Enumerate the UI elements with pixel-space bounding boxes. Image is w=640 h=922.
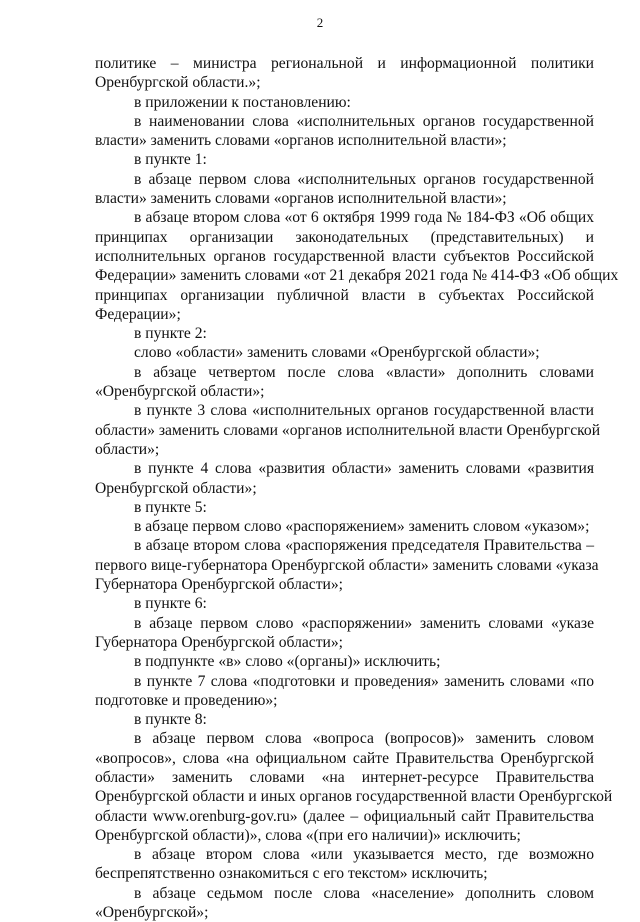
- text-line: в абзаце седьмом после слова «население» дополнить словом: [134, 884, 594, 902]
- text-line: подготовке и проведению»;: [95, 691, 278, 709]
- text-line: области» заменить словами «органов исполнительной власти Оренбургской: [95, 421, 601, 439]
- text-line: Оренбургской области»;: [95, 479, 257, 497]
- text-line: в пункте 7 слова «подготовки и проведения» заменить словами «по: [134, 672, 594, 690]
- text-line: «вопросов», слова «на официальном сайте Правительства Оренбургской: [95, 749, 594, 767]
- text-line: в пункте 1:: [134, 151, 207, 169]
- text-line: «Оренбургской области»;: [95, 383, 265, 401]
- text-line: в пункте 4 слова «развития области» заменить словами «развития: [134, 460, 594, 478]
- text-line: слово «области» заменить словами «Оренбургской области»;: [134, 344, 540, 362]
- text-line: в пункте 3 слова «исполнительных органов государственной власти: [134, 402, 594, 420]
- text-line: Федерации» заменить словами «от 21 декабря 2021 года № 414-ФЗ «Об общих: [95, 267, 619, 285]
- text-line: Федерации»;: [95, 305, 181, 323]
- text-line: в пункте 2:: [134, 325, 207, 343]
- page-number: 2: [316, 15, 324, 30]
- text-line: области» заменить словами «на интернет-ресурсе Правительства: [95, 768, 594, 786]
- text-line: в абзаце втором слова «распоряжения председателя Правительства –: [134, 537, 594, 555]
- text-line: в абзаце первом слова «исполнительных органов государственной: [134, 170, 594, 188]
- text-line: в абзаце первом слово «распоряжении» заменить словами «указе: [134, 614, 594, 632]
- text-line: в абзаце втором слова «от 6 октября 1999 года № 184-ФЗ «Об общих: [134, 209, 594, 227]
- text-line: в наименовании слова «исполнительных органов государственной: [134, 112, 594, 130]
- document-body: [95, 54, 619, 922]
- text-line: власти» заменить словами «органов исполнительной власти»;: [95, 190, 507, 208]
- text-line: Оренбургской области.»;: [95, 74, 261, 92]
- text-line: власти» заменить словами «органов исполнительной власти»;: [95, 132, 507, 150]
- text-line: в пункте 8:: [134, 711, 207, 729]
- text-line: Оренбургской области и иных органов государственной власти Оренбургской: [95, 788, 613, 806]
- text-line: в приложении к постановлению:: [134, 93, 351, 111]
- text-line: области»;: [95, 440, 160, 458]
- text-line: в пункте 6:: [134, 595, 207, 613]
- text-line: первого вице-губернатора Оренбургской области» заменить словами «указа: [95, 556, 599, 574]
- text-line: принципах организации публичной власти в субъектах Российской: [95, 286, 594, 304]
- text-line: Губернатора Оренбургской области»;: [95, 633, 343, 651]
- text-line: политике – министра региональной и информационной политики: [95, 55, 594, 72]
- text-line: Оренбургской области)», слова «(при его наличии)» исключить;: [95, 826, 521, 844]
- text-line: в подпункте «в» слово «(органы)» исключить;: [134, 653, 441, 671]
- text-line: исполнительных органов государственной власти субъектов Российской: [95, 247, 594, 265]
- text-line: «Оренбургской»;: [95, 904, 209, 922]
- text-line: Губернатора Оренбургской области»;: [95, 576, 343, 594]
- text-line: в пункте 5:: [134, 498, 207, 516]
- text-line: области www.orenburg-gov.ru» (далее – официальный сайт Правительства: [95, 807, 594, 825]
- text-line: в абзаце втором слова «или указывается место, где возможно: [134, 846, 594, 864]
- text-line: в абзаце первом слова «вопроса (вопросов)» заменить словом: [134, 730, 594, 748]
- text-line: беспрепятственно ознакомиться с его текстом» исключить;: [95, 865, 488, 883]
- text-line: в абзаце первом слово «распоряжением» заменить словом «указом»;: [134, 518, 590, 536]
- text-line: принципах организации законодательных (представительных) и: [95, 228, 594, 246]
- text-line: в абзаце четвертом после слова «власти» дополнить словами: [134, 363, 594, 381]
